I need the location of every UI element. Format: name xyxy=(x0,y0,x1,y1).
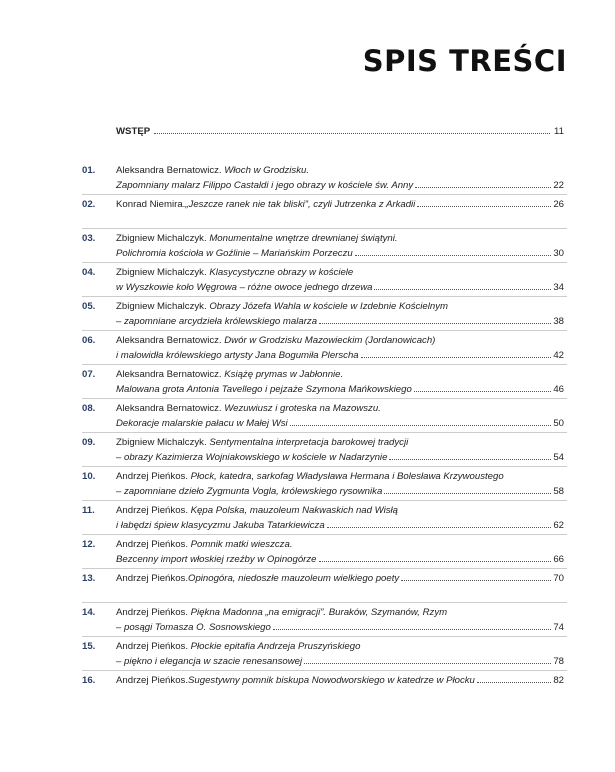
entry-number: 11. xyxy=(82,505,95,516)
entry-title-line1: Kępa Polska, mauzoleum Nakwaskich nad Wisłą xyxy=(190,505,398,516)
entry-title-line2: Malowana grota Antonia Tavellego i pejzaże Szymona Mańkowskiego xyxy=(116,384,412,395)
entry-page-number: 26 xyxy=(553,199,564,210)
dot-leader xyxy=(389,459,551,460)
entry-page-number: 78 xyxy=(553,656,564,667)
entry-title-line1: Sentymentalna interpretacja barokowej tradycji xyxy=(209,437,409,448)
toc-entry[interactable] xyxy=(0,299,615,333)
entry-divider xyxy=(82,262,567,263)
entry-page-number: 62 xyxy=(553,520,564,531)
entry-divider xyxy=(82,330,567,331)
toc-intro-entry[interactable] xyxy=(116,126,564,137)
entry-title-line1: Klasycystyczne obrazy w kościele xyxy=(209,267,354,278)
entry-title-line1: Dwór w Grodzisku Mazowieckim (Jordanowicach) xyxy=(224,335,436,346)
entry-divider xyxy=(82,568,567,569)
entry-page-number: 70 xyxy=(553,573,564,584)
toc-entry[interactable] xyxy=(0,469,615,503)
entry-title-line1: Płockie epitafia Andrzeja Pruszyńskiego xyxy=(190,641,361,652)
entry-number: 04. xyxy=(82,267,96,278)
entry-title-line2: Opinogóra, niedoszłe mauzoleum wielkiego poety xyxy=(188,573,400,584)
entry-title-line2: Sugestywny pomnik biskupa Nowodworskiego w katedrze w Płocku xyxy=(188,675,475,686)
toc-entry[interactable] xyxy=(0,537,615,571)
dot-leader xyxy=(304,663,551,664)
entry-divider xyxy=(82,636,567,637)
toc-entry[interactable] xyxy=(0,367,615,401)
toc-entry[interactable] xyxy=(0,605,615,639)
toc-list xyxy=(0,163,615,707)
toc-entry[interactable] xyxy=(0,265,615,299)
entry-divider xyxy=(82,500,567,501)
entry-page-number: 66 xyxy=(553,554,564,565)
entry-divider xyxy=(82,534,567,535)
entry-title-line2: – obrazy Kazimierza Wojniakowskiego w kościele w Nadarzynie xyxy=(116,452,388,463)
toc-entry[interactable] xyxy=(0,673,615,707)
entry-page-number: 30 xyxy=(553,248,564,259)
dot-leader xyxy=(355,255,552,256)
entry-divider xyxy=(82,602,567,603)
intro-page-number: 11 xyxy=(554,126,564,137)
dot-leader xyxy=(154,133,550,134)
entry-divider xyxy=(82,466,567,467)
entry-author: Aleksandra Bernatowicz. xyxy=(116,335,225,346)
toc-entry[interactable] xyxy=(0,197,615,231)
entry-author: Andrzej Pieńkos. xyxy=(116,641,191,652)
entry-number: 07. xyxy=(82,369,96,380)
entry-number: 10. xyxy=(82,471,96,482)
entry-title-line1: Obrazy Józefa Wahla w kościele w Izdebnie Kościelnym xyxy=(209,301,449,312)
entry-author: Zbigniew Michalczyk. xyxy=(116,233,210,244)
entry-page-number: 22 xyxy=(553,180,564,191)
entry-divider xyxy=(82,398,567,399)
entry-divider xyxy=(82,296,567,297)
dot-leader xyxy=(374,289,551,290)
entry-title-line1: Piękna Madonna „na emigracji”. Buraków, Szymanów, Rzym xyxy=(190,607,448,618)
dot-leader xyxy=(477,682,551,683)
entry-number: 13. xyxy=(82,573,96,584)
entry-title-line1: Wezuwiusz i groteska na Mazowszu. xyxy=(224,403,381,414)
dot-leader xyxy=(417,206,551,207)
entry-title-line2: – posągi Tomasza O. Sosnowskiego xyxy=(116,622,271,633)
entry-page-number: 38 xyxy=(553,316,564,327)
toc-entry[interactable] xyxy=(0,231,615,265)
entry-author: Andrzej Pieńkos. xyxy=(116,471,191,482)
entry-page-number: 58 xyxy=(553,486,564,497)
entry-title-line2: Zapomniany malarz Filippo Castaldi i jego obrazy w kościele św. Anny xyxy=(116,180,414,191)
entry-page-number: 46 xyxy=(553,384,564,395)
entry-author: Zbigniew Michalczyk. xyxy=(116,267,210,278)
entry-divider xyxy=(82,194,567,195)
toc-entry[interactable] xyxy=(0,571,615,605)
dot-leader xyxy=(361,357,552,358)
dot-leader xyxy=(319,561,552,562)
entry-title-line2: Dekoracje malarskie pałacu w Małej Wsi xyxy=(116,418,288,429)
entry-number: 15. xyxy=(82,641,96,652)
entry-title-line1: Książę prymas w Jabłonnie. xyxy=(224,369,344,380)
entry-number: 02. xyxy=(82,199,96,210)
entry-number: 08. xyxy=(82,403,96,414)
toc-entry[interactable] xyxy=(0,503,615,537)
entry-title-line1: Pomnik matki wieszcza. xyxy=(190,539,293,550)
entry-title-line2: i łabędzi śpiew klasycyzmu Jakuba Tatarkiewicza xyxy=(116,520,325,531)
entry-author: Konrad Niemira. xyxy=(116,199,186,210)
dot-leader xyxy=(273,629,551,630)
entry-author: Zbigniew Michalczyk. xyxy=(116,301,210,312)
entry-title-line1: Płock, katedra, sarkofag Władysława Hermana i Bolesława Krzywoustego xyxy=(190,471,504,482)
entry-author: Andrzej Pieńkos. xyxy=(116,505,191,516)
entry-number: 01. xyxy=(82,165,96,176)
entry-page-number: 82 xyxy=(553,675,564,686)
dot-leader xyxy=(327,527,552,528)
entry-number: 03. xyxy=(82,233,96,244)
entry-divider xyxy=(82,228,567,229)
entry-page-number: 74 xyxy=(553,622,564,633)
entry-author: Aleksandra Bernatowicz. xyxy=(116,403,225,414)
entry-author: Aleksandra Bernatowicz. xyxy=(116,369,225,380)
entry-page-number: 34 xyxy=(553,282,564,293)
dot-leader xyxy=(415,187,551,188)
entry-author: Andrzej Pieńkos. xyxy=(116,539,191,550)
entry-title-line2: Bezcenny import włoskiej rzeźby w Opinogórze xyxy=(116,554,317,565)
dot-leader xyxy=(401,580,551,581)
dot-leader xyxy=(414,391,552,392)
entry-number: 12. xyxy=(82,539,96,550)
entry-page-number: 42 xyxy=(553,350,564,361)
entry-title-line2: – zapomniane dzieło Zygmunta Vogla, królewskiego rysownika xyxy=(116,486,383,497)
entry-author: Zbigniew Michalczyk. xyxy=(116,437,210,448)
entry-title-line2: Polichromia kościoła w Goźlinie – Mariańskim Porzeczu xyxy=(116,248,353,259)
entry-author: Andrzej Pieńkos. xyxy=(116,607,191,618)
page-title: SPIS TREŚCI xyxy=(362,44,567,78)
intro-label: WSTĘP xyxy=(116,126,151,137)
entry-page-number: 54 xyxy=(553,452,564,463)
entry-divider xyxy=(82,670,567,671)
entry-number: 09. xyxy=(82,437,96,448)
entry-title-line2: w Wyszkowie koło Węgrowa – różne owoce jednego drzewa xyxy=(116,282,373,293)
toc-entry[interactable] xyxy=(0,401,615,435)
entry-title-line2: i malowidła królewskiego artysty Jana Bogumiła Plerscha xyxy=(116,350,359,361)
entry-title-line1: Włoch w Grodzisku. xyxy=(224,165,310,176)
entry-number: 16. xyxy=(82,675,96,686)
toc-entry[interactable] xyxy=(0,639,615,673)
dot-leader xyxy=(319,323,551,324)
toc-entry[interactable] xyxy=(0,435,615,469)
entry-title-line2: – piękno i elegancja w szacie renesansowej xyxy=(116,656,303,667)
entry-author: Aleksandra Bernatowicz. xyxy=(116,165,225,176)
entry-number: 06. xyxy=(82,335,96,346)
entry-author: Andrzej Pieńkos. xyxy=(116,675,188,686)
entry-title-line2: – zapomniane arcydzieła królewskiego malarza xyxy=(116,316,318,327)
entry-number: 14. xyxy=(82,607,96,618)
toc-entry[interactable] xyxy=(0,333,615,367)
toc-entry[interactable] xyxy=(0,163,615,197)
entry-page-number: 50 xyxy=(553,418,564,429)
dot-leader xyxy=(290,425,552,426)
entry-author: Andrzej Pieńkos. xyxy=(116,573,188,584)
dot-leader xyxy=(384,493,551,494)
entry-number: 05. xyxy=(82,301,96,312)
entry-divider xyxy=(82,432,567,433)
entry-divider xyxy=(82,364,567,365)
entry-title-line1: Monumentalne wnętrze drewnianej świątyni. xyxy=(209,233,398,244)
entry-title-line2: „Jeszcze ranek nie tak bliski”, czyli Jutrzenka z Arkadii xyxy=(185,199,416,210)
